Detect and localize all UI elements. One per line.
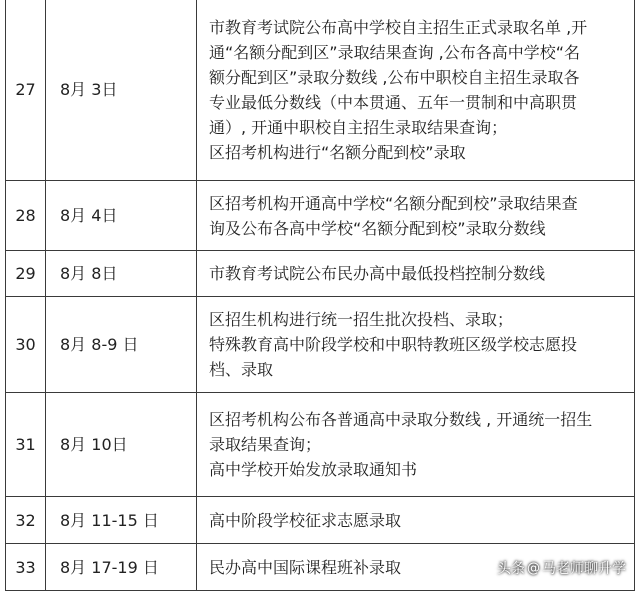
schedule-table [5, 0, 635, 591]
row-number: 33 [6, 544, 46, 591]
content-line: 高中学校开始发放录取通知书 [209, 460, 418, 479]
row-number: 30 [6, 297, 46, 393]
content-line: 市教育考试院公布民办高中最低投档控制分数线 [209, 264, 546, 283]
row-number: 29 [6, 251, 46, 297]
content-line: 区招考机构进行“名额分配到校”录取 [209, 142, 466, 162]
table-row [6, 393, 635, 497]
watermark-prefix: 头条 [497, 561, 525, 577]
row-content [197, 297, 635, 393]
content-line: 专业最低分数线（中本贯通、五年一贯制和中高职贯 [209, 92, 578, 112]
row-content [197, 0, 635, 181]
content-line: 区招生机构进行统一招生批次投档、录取； [209, 310, 514, 329]
row-number: 28 [6, 181, 46, 251]
row-number: 31 [6, 393, 46, 497]
content-line: 高中阶段学校征求志愿录取 [209, 510, 402, 530]
row-number: 32 [6, 497, 46, 544]
watermark [497, 558, 626, 578]
content-line: 区招考机构开通高中学校“名额分配到校”录取结果查 [209, 193, 578, 213]
row-date: 8月 3日 [46, 0, 197, 181]
content-line: 额分配到区”录取分数线 ,公布中职校自主招生录取各 [209, 67, 580, 87]
row-number: 27 [6, 0, 46, 181]
schedule-body [6, 0, 635, 591]
row-content [197, 497, 635, 544]
table-row [6, 0, 635, 181]
content-line: 通“名额分配到区”录取结果查询 ,公布各高中学校“名 [209, 42, 581, 62]
row-date: 8月 8日 [46, 251, 197, 297]
watermark-author: 马老师聊升学 [542, 561, 626, 577]
table-row [6, 181, 635, 251]
content-line: 特殊教育高中阶段学校和中职特教班区级学校志愿投 [209, 335, 578, 354]
row-content [197, 393, 635, 497]
content-line: 民办高中国际课程班补录取 [209, 557, 402, 577]
table-row [6, 297, 635, 393]
content-line: 档、录取 [209, 360, 274, 379]
content-line: 通）, 开通中职校自主招生录取结果查询； [209, 117, 508, 137]
row-date: 8月 10日 [46, 393, 197, 497]
watermark-at: @ [527, 560, 540, 576]
row-date: 8月 8-9 日 [46, 297, 197, 393]
content-line: 市教育考试院公布高中学校自主招生正式录取名单 ,开 [209, 17, 588, 37]
content-line: 询及公布各高中学校“名额分配到校”录取分数线 [209, 218, 546, 238]
content-line: 录取结果查询； [209, 435, 322, 454]
row-date: 8月 17-19 日 [46, 544, 197, 591]
row-date: 8月 4日 [46, 181, 197, 251]
table-row [6, 497, 635, 544]
row-date: 8月 11-15 日 [46, 497, 197, 544]
row-content [197, 251, 635, 297]
content-line: 区招考机构公布各普通高中录取分数线 , 开通统一招生 [209, 410, 593, 429]
row-content [197, 181, 635, 251]
table-row [6, 251, 635, 297]
